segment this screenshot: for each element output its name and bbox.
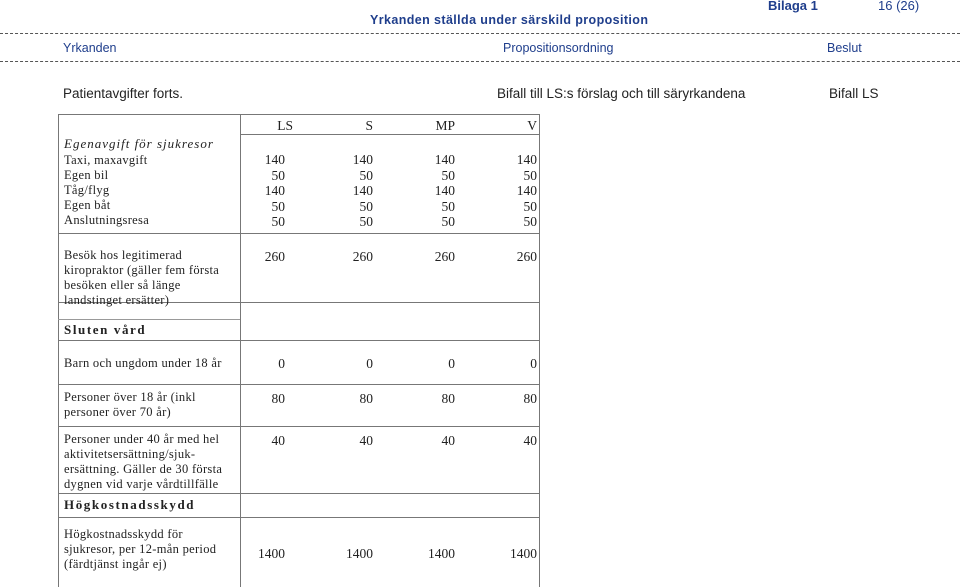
table-cell: 50	[523, 167, 537, 183]
table-cell: 50	[441, 167, 455, 183]
row-label-egen-bil: Egen bil	[64, 168, 109, 182]
table-cell: 0	[448, 356, 455, 371]
page-number: 16 (26)	[878, 0, 920, 13]
table-cell: 50	[271, 214, 285, 230]
row-label-activity-line-1: Personer under 40 år med hel	[64, 432, 220, 446]
table-cell: 140	[264, 183, 285, 199]
row-label-chiropractor-line-1: Besök hos legitimerad	[64, 248, 183, 262]
table-cell: 260	[516, 249, 537, 264]
table-cell: 80	[359, 391, 373, 406]
header-divider-bottom	[0, 61, 960, 62]
section-heading-sluten-vard: Sluten vård	[64, 322, 147, 337]
section-heading-hogkostnadsskydd: Högkostnadsskydd	[64, 497, 196, 512]
table-cell: 1400	[258, 546, 285, 561]
table-cell: 0	[366, 356, 373, 371]
row-label-chiropractor-line-3: besöken eller så länge	[64, 278, 181, 292]
row-label-chiropractor-line-2: kiropraktor (gäller fem första	[64, 263, 220, 277]
table-cell: 0	[278, 356, 285, 371]
table-cell: 260	[264, 249, 285, 264]
row-label-adults-line-2: personer över 70 år)	[64, 405, 171, 419]
table-cell: 0	[530, 356, 537, 371]
table-cell: 140	[434, 152, 455, 167]
appendix-label: Bilaga 1	[768, 0, 818, 13]
section-heading-travel: Egenavgift för sjukresor	[64, 136, 214, 151]
table-cell: 140	[352, 183, 373, 199]
column-header-propositionsordning: Propositionsordning	[503, 41, 614, 55]
table-cell: 40	[441, 433, 455, 448]
row-label-taxi: Taxi, maxavgift	[64, 153, 148, 167]
topic-label: Patientavgifter forts.	[63, 86, 184, 101]
table-cell: 260	[352, 249, 373, 264]
row-label-anslutningsresa: Anslutningsresa	[64, 213, 150, 227]
table-cell: 1400	[428, 546, 455, 561]
row-label-activity-line-2: aktivitetsersättning/sjuk-	[64, 447, 196, 461]
table-cell: 80	[523, 391, 537, 406]
row-label-chiropractor-line-4: landstinget ersätter)	[64, 293, 170, 307]
table-cell: 140	[264, 152, 285, 167]
table-cell: 40	[523, 433, 537, 448]
table-cell: 50	[271, 198, 285, 214]
row-label-children: Barn och ungdom under 18 år	[64, 356, 222, 370]
table-cell: 50	[441, 198, 455, 214]
party-header-ls: LS	[277, 118, 293, 133]
table-cell: 1400	[510, 546, 537, 561]
table-cell: 50	[523, 198, 537, 214]
column-header-beslut: Beslut	[827, 41, 862, 55]
party-header-v: V	[527, 118, 537, 133]
table-cell: 140	[434, 183, 455, 199]
header-divider-top	[0, 33, 960, 34]
party-header-mp: MP	[435, 118, 455, 133]
decision-text: Bifall LS	[829, 86, 879, 101]
table-cell: 140	[516, 152, 537, 167]
table-cell: 50	[359, 198, 373, 214]
table-cell: 50	[523, 214, 537, 230]
row-label-tag-flyg: Tåg/flyg	[64, 183, 110, 197]
row-label-high-cost-line-1: Högkostnadsskydd för	[64, 527, 183, 541]
table-cell: 40	[359, 433, 373, 448]
table-cell: 50	[359, 214, 373, 230]
proposition-order-text: Bifall till LS:s förslag och till säryrkandena	[497, 86, 746, 101]
table-cell: 80	[271, 391, 285, 406]
row-label-egen-bat: Egen båt	[64, 198, 111, 212]
row-label-high-cost-line-3: (färdtjänst ingår ej)	[64, 557, 167, 571]
page-title: Yrkanden ställda under särskild proposition	[370, 13, 649, 27]
column-header-yrkanden: Yrkanden	[63, 41, 117, 55]
party-header-s: S	[365, 118, 373, 133]
table-cell: 260	[434, 249, 455, 264]
row-label-high-cost-line-2: sjukresor, per 12-mån period	[64, 542, 217, 556]
table-cell: 50	[271, 167, 285, 183]
row-label-activity-line-3: ersättning. Gäller de 30 första	[64, 462, 223, 476]
table-cell: 140	[352, 152, 373, 167]
table-cell: 1400	[346, 546, 373, 561]
table-cell: 140	[516, 183, 537, 199]
table-cell: 50	[359, 167, 373, 183]
table-cell: 50	[441, 214, 455, 230]
row-label-adults-line-1: Personer över 18 år (inkl	[64, 390, 196, 404]
table-cell: 80	[441, 391, 455, 406]
table-cell: 40	[271, 433, 285, 448]
row-label-activity-line-4: dygnen vid varje vårdtillfälle	[64, 477, 219, 491]
